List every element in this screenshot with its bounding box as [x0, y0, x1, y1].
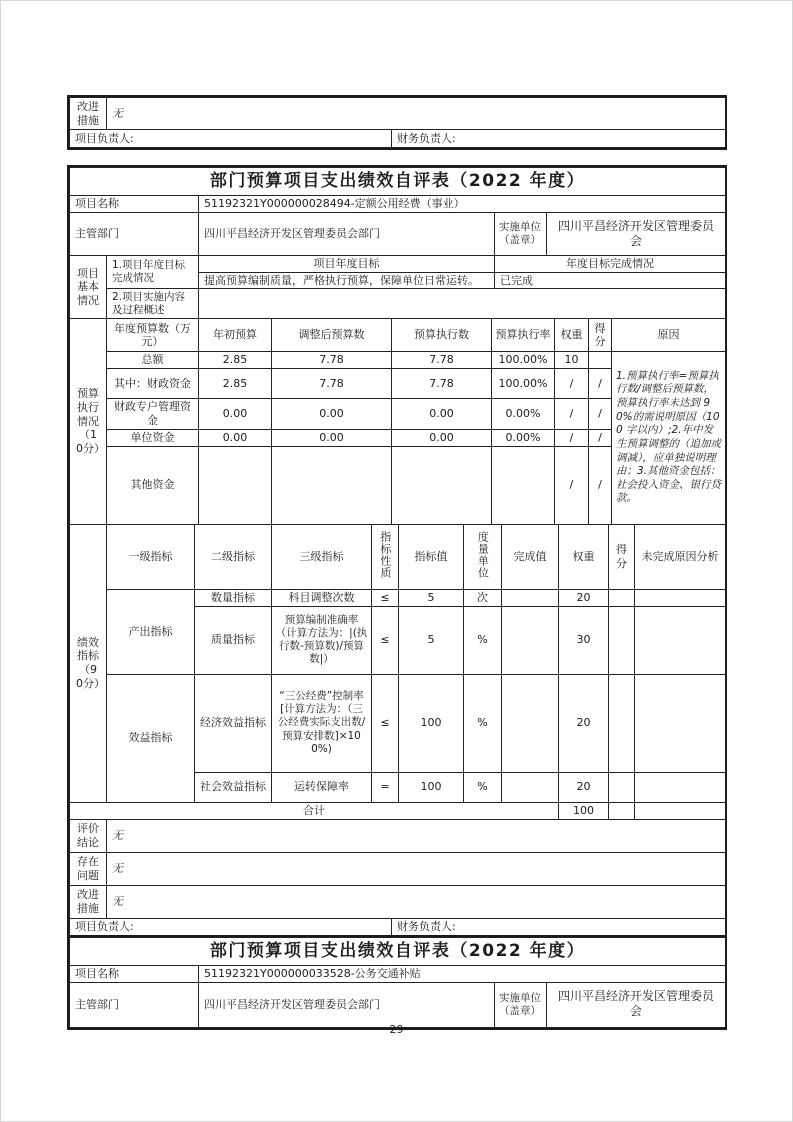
perf-level3: 科目调整次数 [272, 589, 372, 606]
project-name-value: 51192321Y000000028494-定额公用经费（事业） [199, 196, 726, 213]
budget-cell: 0.00 [199, 399, 272, 429]
budget-cell-score [589, 352, 612, 369]
dept-label: 主管部门 [70, 983, 199, 1028]
budget-cell: 0.00% [492, 429, 555, 446]
budget-header-rate: 预算执行率 [492, 319, 555, 352]
improve-value: 无 [107, 98, 726, 130]
perf-unit: 次 [464, 589, 502, 606]
table-row [70, 352, 726, 369]
perf-unit: % [464, 772, 502, 802]
budget-cell: 7.78 [272, 369, 392, 399]
table-row [70, 802, 726, 819]
perf-level3: “三公经费”控制率[计算方法为：（三公经费实际支出数/预算安排数]×100%) [272, 674, 372, 772]
basic-section-label: 项目基本情况 [70, 256, 107, 319]
budget-header-adjusted: 调整后预算数 [272, 319, 392, 352]
perf-nature: ≤ [372, 674, 399, 772]
budget-section-label: 预算执行情况（10分） [70, 319, 107, 524]
basic-row2-label: 2.项目实施内容及过程概述 [107, 289, 199, 319]
perf-nature: ≤ [372, 606, 399, 674]
main-evaluation-table [67, 165, 727, 938]
perf-unit: % [464, 606, 502, 674]
budget-header-reason: 原因 [612, 319, 726, 352]
perf-nature: ≤ [372, 589, 399, 606]
perf-header-target: 指标值 [399, 524, 464, 589]
conclusion-label: 评价结论 [70, 819, 107, 852]
perf-level2: 质量指标 [195, 606, 272, 674]
table-row [70, 819, 726, 852]
project-name-value: 51192321Y000000033528-公务交通补贴 [199, 966, 726, 983]
perf-score [609, 772, 635, 802]
budget-cell: 2.85 [199, 369, 272, 399]
perf-weight: 20 [559, 674, 609, 772]
perf-weight: 30 [559, 606, 609, 674]
perf-section-label: 绩效指标（90分） [70, 524, 107, 802]
basic-row1-label: 1.项目年度目标完成情况 [107, 256, 199, 289]
table-row [70, 524, 726, 589]
perf-target-value: 5 [399, 589, 464, 606]
impl-unit-label: 实施单位（盖章） [495, 213, 547, 256]
budget-cell [199, 446, 272, 524]
budget-cell: 7.78 [392, 369, 492, 399]
perf-header-weight: 权重 [559, 524, 609, 589]
budget-cell-score: / [589, 446, 612, 524]
perf-level3: 运转保障率 [272, 772, 372, 802]
form-title: 部门预算项目支出绩效自评表（2022 年度） [70, 938, 726, 966]
impl-unit-label: 实施单位（盖章） [495, 983, 547, 1028]
perf-weight: 20 [559, 772, 609, 802]
table-row [70, 966, 726, 983]
budget-header-initial: 年初预算 [199, 319, 272, 352]
perf-analysis [635, 674, 726, 772]
budget-grid [69, 318, 726, 524]
impl-unit-value: 四川平昌经济开发区管理委员会 [547, 983, 726, 1028]
perf-analysis [635, 606, 726, 674]
problems-label: 存在问题 [70, 852, 107, 885]
budget-cell: 100.00% [492, 352, 555, 369]
budget-cell-weight: / [555, 399, 589, 429]
perf-actual-value [502, 589, 559, 606]
conclusion-grid [69, 819, 726, 936]
budget-row-label: 财政专户管理资金 [107, 399, 199, 429]
perf-level2: 社会效益指标 [195, 772, 272, 802]
perf-header-analysis: 未完成原因分析 [635, 524, 726, 589]
table-row [70, 168, 726, 196]
annual-goal-value: 提高预算编制质量，严格执行预算，保障单位日常运转。 [199, 272, 495, 289]
top-fragment-grid [69, 97, 726, 148]
budget-cell [272, 446, 392, 524]
budget-cell: 7.78 [272, 352, 392, 369]
budget-cell-weight: / [555, 369, 589, 399]
perf-level2: 数量指标 [195, 589, 272, 606]
table-row [70, 589, 726, 606]
perf-header-level2: 二级指标 [195, 524, 272, 589]
budget-cell-weight: / [555, 429, 589, 446]
table-row [70, 289, 726, 319]
goal-completion-value: 已完成 [495, 272, 726, 289]
table-row [70, 196, 726, 213]
project-name-label: 项目名称 [70, 196, 199, 213]
dept-label: 主管部门 [70, 213, 199, 256]
finance-lead-label: 财务负责人: [392, 918, 726, 935]
perf-level1-output: 产出指标 [107, 589, 195, 674]
budget-cell: 100.00% [492, 369, 555, 399]
budget-row-label: 其他资金 [107, 446, 199, 524]
budget-cell: 0.00 [392, 429, 492, 446]
perf-actual-value [502, 674, 559, 772]
table-row [70, 674, 726, 772]
perf-total-label: 合计 [70, 802, 559, 819]
budget-cell-score: / [589, 399, 612, 429]
perf-target-value: 100 [399, 674, 464, 772]
table-row [70, 852, 726, 885]
improve-label: 改进措施 [70, 885, 107, 918]
perf-analysis [635, 772, 726, 802]
dept-value: 四川平昌经济开发区管理委员会部门 [199, 213, 495, 256]
budget-cell: 0.00% [492, 399, 555, 429]
perf-actual-value [502, 772, 559, 802]
perf-target-value: 100 [399, 772, 464, 802]
page-number: 29 [389, 1023, 404, 1036]
annual-goal-header: 项目年度目标 [199, 256, 495, 273]
improve-value: 无 [107, 885, 726, 918]
perf-header-actual: 完成值 [502, 524, 559, 589]
budget-row-label: 其中：财政资金 [107, 369, 199, 399]
budget-row-label: 总额 [107, 352, 199, 369]
budget-cell: 0.00 [272, 429, 392, 446]
perf-actual-value [502, 606, 559, 674]
perf-level3: 预算编制准确率（计算方法为：|(执行数-预算数)/预算数|） [272, 606, 372, 674]
perf-header-level3: 三级指标 [272, 524, 372, 589]
table-row [70, 885, 726, 918]
perf-score [609, 674, 635, 772]
perf-header-level1: 一级指标 [107, 524, 195, 589]
perf-nature: = [372, 772, 399, 802]
project-lead-label: 项目负责人: [70, 918, 392, 935]
problems-value: 无 [107, 852, 726, 885]
performance-grid [69, 524, 726, 820]
budget-cell-score: / [589, 429, 612, 446]
perf-level2: 经济效益指标 [195, 674, 272, 772]
perf-header-nature [372, 524, 399, 589]
table-row [70, 918, 726, 935]
budget-cell: 0.00 [272, 399, 392, 429]
basic-row2-value [199, 289, 726, 319]
budget-cell-score: / [589, 369, 612, 399]
perf-total-weight: 100 [559, 802, 609, 819]
table-row [70, 256, 726, 273]
perf-weight: 20 [559, 589, 609, 606]
table-row [70, 983, 726, 1028]
budget-cell-weight: 10 [555, 352, 589, 369]
top-fragment-table [67, 95, 727, 150]
improve-label: 改进措施 [70, 98, 107, 130]
conclusion-value: 无 [107, 819, 726, 852]
budget-cell: 0.00 [392, 399, 492, 429]
perf-target-value: 5 [399, 606, 464, 674]
budget-reason-note: 1.预算执行率=预算执行数/调整后预算数，预算执行率未达到 90%的需说明原因（100 字以内）;2.年中发生预算调整的（追加或调减），应单独说明理由；3.其他资金包括：社会投入资金、银行贷款。 [612, 352, 726, 524]
perf-analysis [635, 589, 726, 606]
perf-total-score [609, 802, 635, 819]
budget-header-score: 得分 [589, 319, 612, 352]
main-head-grid [69, 167, 726, 319]
second-evaluation-table [67, 935, 727, 1030]
perf-header-unit-text: 度量单位 [476, 530, 490, 579]
impl-unit-value: 四川平昌经济开发区管理委员会 [547, 213, 726, 256]
budget-cell-weight: / [555, 446, 589, 524]
budget-cell: 2.85 [199, 352, 272, 369]
budget-cell: 0.00 [199, 429, 272, 446]
budget-row-label: 单位资金 [107, 429, 199, 446]
perf-total-analysis [635, 802, 726, 819]
finance-lead-label: 财务负责人: [392, 130, 726, 148]
dept-value: 四川平昌经济开发区管理委员会部门 [199, 983, 495, 1028]
perf-unit: % [464, 674, 502, 772]
project-lead-label: 项目负责人: [70, 130, 392, 148]
perf-header-unit [464, 524, 502, 589]
table-row [70, 213, 726, 256]
perf-score [609, 606, 635, 674]
table-row [70, 130, 726, 148]
project-name-label: 项目名称 [70, 966, 199, 983]
second-head-grid [69, 937, 726, 1028]
perf-header-score: 得分 [609, 524, 635, 589]
goal-completion-header: 年度目标完成情况 [495, 256, 726, 273]
table-row [70, 938, 726, 966]
form-title: 部门预算项目支出绩效自评表（2022 年度） [70, 168, 726, 196]
perf-level1-benefit: 效益指标 [107, 674, 195, 802]
budget-cell [392, 446, 492, 524]
budget-cell [492, 446, 555, 524]
table-row [70, 98, 726, 130]
budget-header-executed: 预算执行数 [392, 319, 492, 352]
perf-header-nature-text: 指标性质 [378, 530, 392, 579]
budget-header-weight: 权重 [555, 319, 589, 352]
perf-score [609, 589, 635, 606]
budget-cell: 7.78 [392, 352, 492, 369]
budget-header-annual: 年度预算数（万元） [107, 319, 199, 352]
table-row [70, 319, 726, 352]
